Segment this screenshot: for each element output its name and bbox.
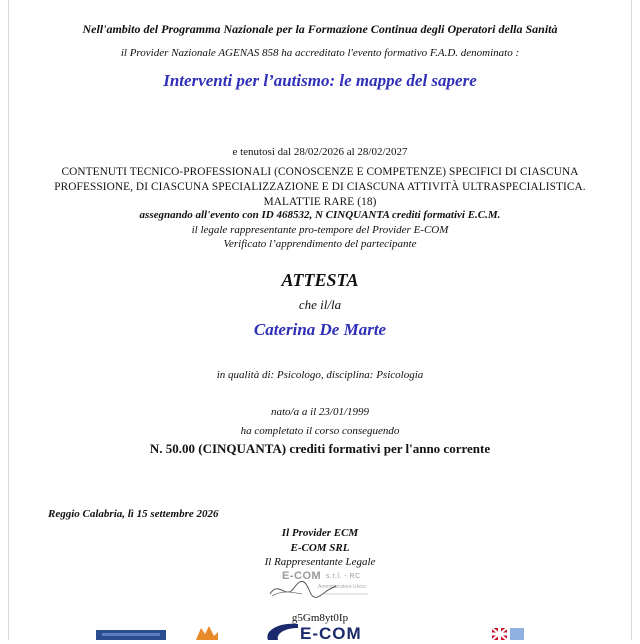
- objective-line-1: CONTENUTI TECNICO-PROFESSIONALI (CONOSCENZE E COMPETENZE) SPECIFICI DI CIASCUNA: [61, 166, 579, 178]
- course-title: Interventi per l’autismo: le mappe del sapere: [163, 71, 477, 90]
- qualification-line: in qualità di: Psicologo, disciplina: Psicologia: [216, 369, 424, 381]
- credits-earned: N. 50.00 (CINQUANTA) crediti formativi per l'anno corrente: [149, 441, 491, 456]
- objective-line-3: MALATTIE RARE (18): [263, 196, 377, 208]
- legal-representative-line: il legale rappresentante pro-tempore del Provider E-COM: [191, 224, 449, 236]
- stamp-suffix: s.r.l. - RC: [326, 573, 361, 580]
- place-date: Reggio Calabria, lì 15 settembre 2026: [48, 508, 219, 520]
- representative-label: Il Rappresentante Legale: [264, 556, 376, 568]
- orange-emblem-icon: [192, 624, 220, 640]
- objective-line-2: PROFESSIONE, DI CIASCUNA SPECIALIZZAZIONE E DI CIASCUNA ATTIVITÀ ULTRASPECIALISTICA.: [54, 181, 586, 193]
- verification-line: Verificato l’apprendimento del partecipante: [223, 238, 417, 250]
- verification-code: g5Gm8yt0Ip: [291, 612, 349, 624]
- stamp-brand: E-COM: [282, 570, 322, 582]
- provider-label: Il Provider ECM: [281, 527, 359, 539]
- credits-assignment: assegnando all'evento con ID 468532, N CINQUANTA crediti formativi E.C.M.: [139, 209, 501, 221]
- che-il-la: che il/la: [298, 297, 342, 312]
- participant-name: Caterina De Marte: [253, 320, 387, 339]
- flags-icon: [492, 628, 526, 640]
- eu-funding-logo: [96, 630, 166, 640]
- attesta-heading: ATTESTA: [281, 270, 359, 290]
- ecom-swoosh-icon: [262, 622, 302, 640]
- signature-icon: [262, 570, 380, 610]
- provider-name: E-COM SRL: [290, 542, 350, 554]
- programme-line: Nell'ambito del Programma Nazionale per la Formazione Continua degli Operatori della Sanità: [82, 22, 558, 36]
- ecom-logo-text: E-COM: [300, 624, 362, 643]
- course-dates: e tenutosi dal 28/02/2026 al 28/02/2027: [232, 146, 408, 158]
- company-stamp: [262, 570, 380, 610]
- accreditation-line: il Provider Nazionale AGENAS 858 ha accreditato l'evento formativo F.A.D. denominato :: [120, 47, 520, 59]
- completed-line: ha completato il corso conseguendo: [240, 425, 400, 437]
- stamp-small-text: Amministratore Unico: [318, 584, 366, 590]
- ecom-logo: [262, 622, 382, 643]
- birth-line: nato/a a il 23/01/1999: [270, 406, 370, 418]
